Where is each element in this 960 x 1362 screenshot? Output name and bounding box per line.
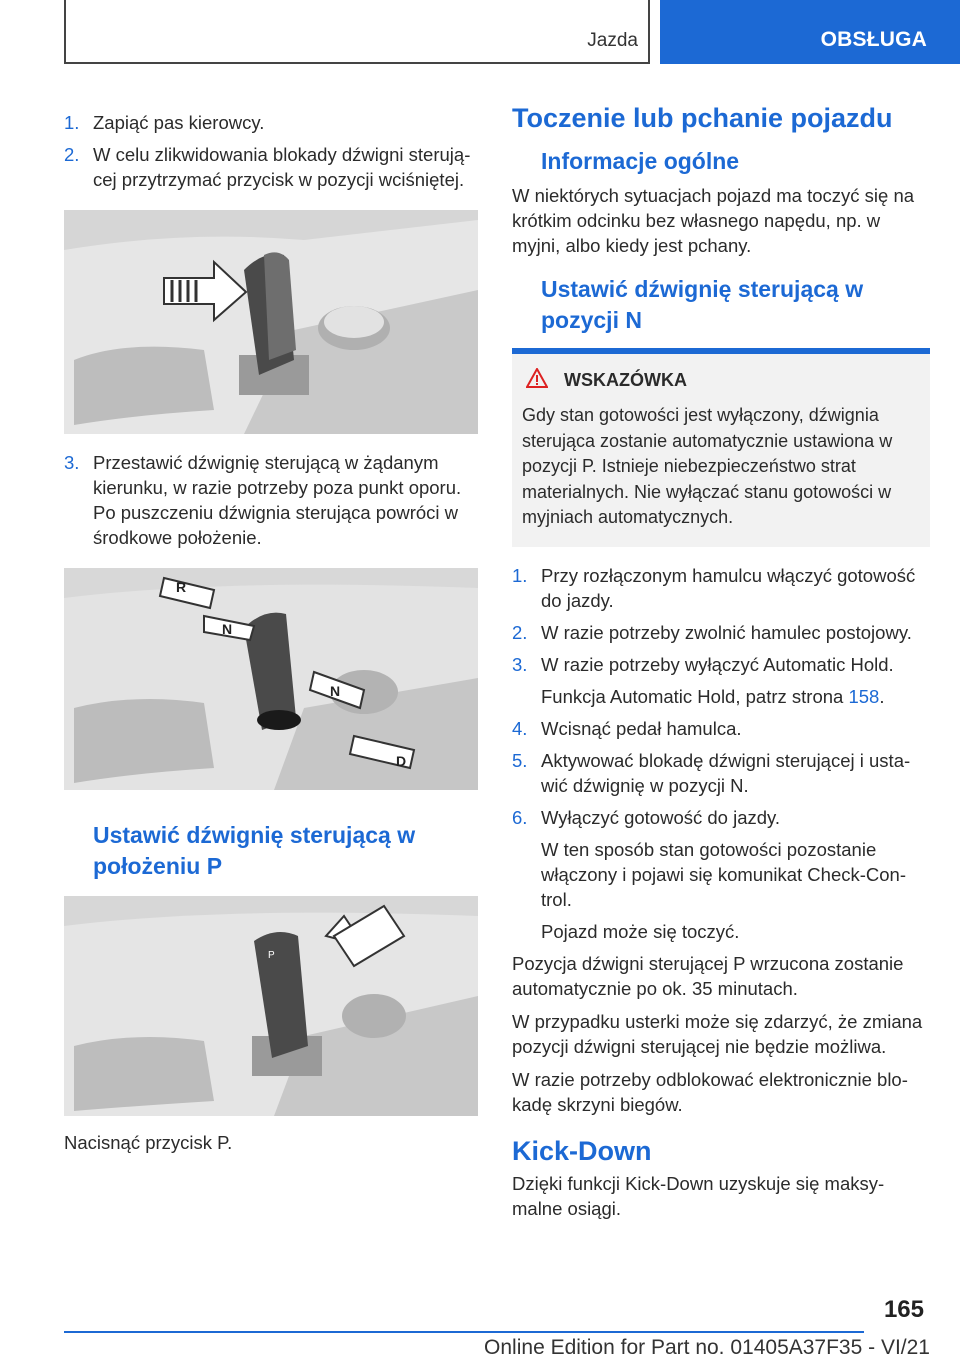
header-chapter-tab[interactable]: OBSŁUGA (660, 0, 960, 64)
right-column (512, 100, 930, 1229)
steps-list-a3 (64, 450, 478, 550)
list-item: 1. Zapiąć pas kierowcy. (64, 112, 265, 133)
section-title: Toczenie lub pchanie pojazdu (512, 103, 893, 133)
figure-selector-lever-unlock (64, 210, 478, 434)
list-item: 2. W razie potrzeby zwolnić hamulec postojowy. (512, 621, 912, 643)
lever-p-label: P (268, 950, 275, 961)
kick-down-heading: Kick-Down (512, 1135, 652, 1166)
header-frame (64, 0, 650, 64)
gear-park-illustration (64, 896, 478, 1116)
warning-box (512, 348, 930, 547)
step6-note-2: Pojazd może się toczyć. (541, 920, 740, 942)
list-item: 1. Przy rozłączonym hamulcu włączyć gotowość do jazdy. (512, 564, 916, 611)
left-column (64, 110, 478, 1163)
figure-selector-directions (64, 568, 478, 790)
paragraph-auto-park: Pozycja dźwigni sterującej P wrzucona zostanie automatycznie po ok. 35 minutach. (512, 952, 904, 999)
warning-triangle-icon (526, 368, 548, 393)
auto-hold-reference: Funkcja Automatic Hold, patrz strona 158. (541, 685, 885, 707)
list-item: 3. W razie potrzeby wyłączyć Automatic Hold. (512, 653, 894, 675)
label-n-upper: N (222, 621, 233, 637)
page-link-158[interactable]: 158 (848, 685, 880, 707)
figure-selector-park (64, 896, 478, 1116)
general-info-text: W niektórych sytuacjach pojazd ma toczyć się na krótkim odcinku bez własnego napędu, np. w myjni, albo kiedy jest pchany. (512, 185, 915, 256)
heading-park-position: Ustawić dźwignię sterującą w położeniu P (93, 822, 416, 879)
heading-neutral-position: Ustawić dźwignię sterującą w pozycji N (541, 276, 864, 333)
footer-edition: Online Edition for Part no. 01405A37F35 - VI/21 (484, 1336, 930, 1359)
label-r: R (176, 579, 187, 595)
gear-selector-illustration (64, 210, 478, 434)
steps-list-a (64, 110, 478, 192)
list-item: 2. W celu zlikwidowania blokady dźwigni sterują-cej przytrzymać przycisk w pozycji wciśniętej. (64, 144, 471, 190)
steps-list-b (512, 563, 930, 677)
page-number: 165 (883, 1296, 924, 1323)
paragraph-fault: W przypadku usterki może się zdarzyć, że zmiana pozycji dźwigni sterującej nie będzie możliwa. (512, 1010, 923, 1057)
step6-note-1: W ten sposób stan gotowości pozostanie włączony i pojawi się komunikat Check-Con-trol. (541, 838, 907, 910)
general-info-heading: Informacje ogólne (541, 148, 740, 174)
kick-down-text: Dzięki funkcji Kick-Down uzyskuje się maksy-malne osiągi. (512, 1172, 885, 1219)
label-d: D (396, 753, 407, 769)
steps-list-c (512, 716, 930, 830)
label-n-lower: N (330, 683, 341, 699)
footer-divider (64, 1331, 864, 1333)
list-item: 5. Aktywować blokadę dźwigni sterującej i usta-wić dźwignię w pozycji N. (512, 749, 911, 796)
press-p-text: Nacisnąć przycisk P. (64, 1132, 233, 1153)
list-item: 3. Przestawić dźwignię sterującą w żądanym kierunku, w razie potrzeby poza punkt oporu. Po puszczeniu dźwignia sterująca powróci w środkowe położenie. (64, 452, 462, 548)
list-item: 6. Wyłączyć gotowość do jazdy. (512, 806, 781, 828)
gear-directions-illustration (64, 568, 478, 790)
paragraph-unlock: W razie potrzeby odblokować elektronicznie blo-kadę skrzyni biegów. (512, 1068, 908, 1115)
list-item: 4. Wcisnąć pedał hamulca. (512, 717, 742, 739)
warning-title: WSKAZÓWKA (564, 370, 687, 390)
header-section: Jazda (587, 30, 638, 51)
warning-text: Gdy stan gotowości jest wyłączony, dźwignia sterująca zostanie automatycznie ustawiona w pozycji P. Istnieje niebezpieczeństwo strat materialnych. Nie wyłączać stanu gotowości w myjniach automatycznych. (522, 405, 893, 527)
